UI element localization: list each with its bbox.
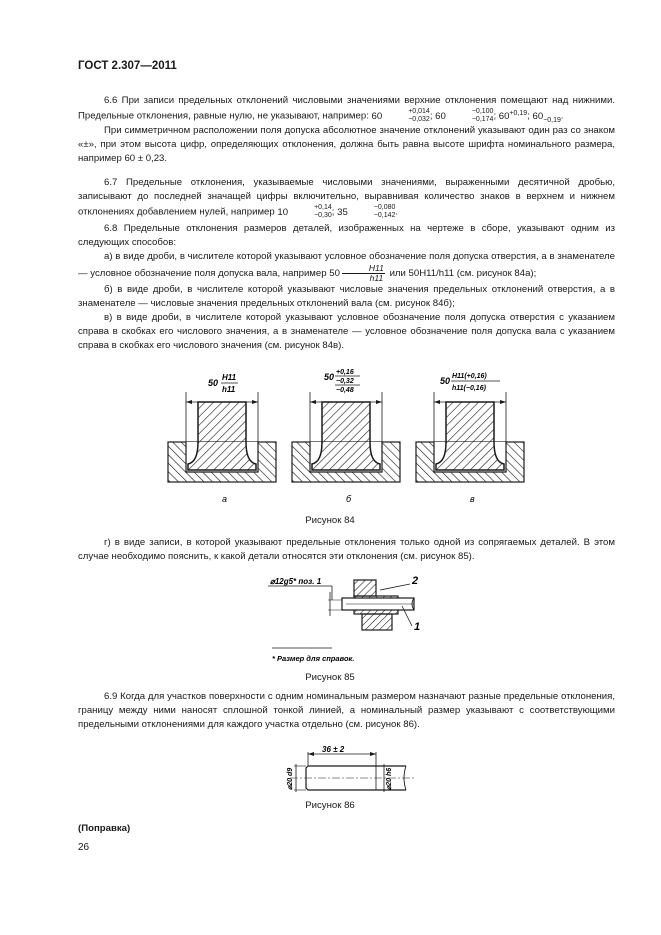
- fig84-drawing-a: [168, 373, 276, 504]
- fig84-drawing-b: [292, 369, 400, 504]
- fig85-label-1: 1: [414, 621, 421, 633]
- figure-84: [160, 362, 530, 512]
- figure-85: [262, 570, 442, 670]
- p69-text: 6.9 Когда для участков поверхности с одним номинальным размером назначают разные предельные отклонения, границу между ними наносят сплошной тонкой линией, а номинальный размер указывают с соответствующими предельными отклонениями для каждого участка отдельно (см. рисунок 86).: [78, 691, 615, 730]
- p68-c-text: в) в виде дроби, в числителе которой указывают условное обозначение поля допуска отверстия с указанием справа в скобках его числового значения, а в знаменателе — условное обозначение поля допуска вала с указанием справа в скобках его числового значения (см. рисунок 84в).: [78, 312, 615, 351]
- p67-example-1: 10 +0,14 −0,30: [277, 204, 332, 219]
- p67-text: 6.7 Предельные отклонения, указываемые числовыми значениями, выраженными десятичной дробью, записывают до последней значащей цифры включительно, выравнивая количество знаков в верхнем и нижнем отклонениях добавлением нулей, например: [78, 177, 615, 218]
- fig84-c-num: H11(+0,16): [452, 373, 487, 380]
- paragraph-6-9: [78, 690, 615, 732]
- figure-86: [270, 742, 420, 808]
- fig84-c-den: h11(−0,16): [452, 385, 486, 392]
- fig84-a-num: H11: [222, 373, 237, 382]
- fig84-sub-a: а: [222, 494, 228, 504]
- fig84-b-label: 50: [324, 372, 335, 382]
- amendment-note: (Поправка): [78, 823, 131, 834]
- p66-example-3: $60^{+0,19}$: [498, 109, 528, 122]
- document-header: ГОСТ 2.307—2011: [78, 60, 177, 72]
- p66-example-4: $60_{-0,19}$: [532, 110, 561, 124]
- fig86-right-dim: ⌀20 h6: [386, 767, 393, 790]
- paragraph-6-8: [78, 222, 615, 353]
- paragraph-6-7: 6.7 Предельные отклонения, указываемые числовыми значениями, выраженными десятичной дробью, записывают до последней значащей цифры включительно, выравнивая количество знаков в верхнем и нижнем отклонениях добавлением нулей, например 10 +0,14 −0,30 ; 35 −0,080 −0,142 .: [78, 177, 615, 219]
- page-number: 26: [78, 842, 90, 853]
- p66-example-2: 60 −0,100 −0,174: [435, 108, 494, 123]
- fig86-left-dim: ⌀20 d9: [287, 767, 294, 790]
- p66-text: 6.6 При записи предельных отклонений числовыми значениями верхние отклонения помещают над нижними. Предельные отклонения, равные нулю, не указывают, например:: [78, 95, 615, 122]
- paragraph-g: [78, 536, 615, 564]
- fig84-caption: Рисунок 84: [305, 515, 355, 526]
- fig84-a-label: 50: [208, 378, 219, 388]
- p67-example-2: 35 −0,080 −0,142: [337, 204, 396, 219]
- p66-symmetric-text: При симметричном расположении поля допуска абсолютное значение отклонений указывают один раз со знаком «±», при этом высота цифр, определяющих отклонения, должна быть равна высоте шрифта номинального размера, например 60 ± 0,23.: [78, 125, 615, 164]
- fig84-b-mid: −0,32: [336, 378, 354, 385]
- fig84-b-top: +0,16: [336, 369, 354, 376]
- fig84-b-bot: −0,48: [336, 387, 354, 394]
- fig84-a-den: h11: [222, 385, 236, 394]
- fig86-length-dim: 36 ± 2: [322, 745, 345, 754]
- p66-example-1: 60 +0,014 −0,032: [371, 108, 430, 123]
- p68-a-or: или 50H11/h11 (см. рисунок 84а);: [389, 268, 537, 280]
- fig86-caption: Рисунок 86: [305, 800, 355, 811]
- fig85-dim-label: ⌀12g5* поз. 1: [270, 577, 322, 586]
- p68-a-example: 50 $\frac{H11}{h11}$: [329, 263, 384, 283]
- fig85-note: * Размер для справок.: [272, 654, 355, 663]
- fig85-label-2: 2: [412, 575, 419, 587]
- p68-intro: 6.8 Предельные отклонения размеров деталей, изображенных на чертеже в сборе, указывают одним из следующих способов:: [78, 223, 615, 248]
- fig84-c-label: 50: [440, 376, 451, 386]
- p68-a-text: а) в виде дроби, в числителе которой указывают условное обозначение поля допуска отверстия, а в знаменателе — условное обозначение поля допуска вала, например: [78, 251, 615, 280]
- fig84-sub-c: в: [470, 494, 475, 504]
- fig84-drawing-c: [416, 373, 524, 504]
- paragraph-6-6: 6.6 При записи предельных отклонений числовыми значениями верхние отклонения помещают над нижними. Предельные отклонения, равные нулю, не указывают, например: 60 +0,014 −0,032 ; 60 −0,100 −0,174 ; $60^{+0,19}$; $60_{-0,19}$. При симметричном расположении поля допуска абсолютное значение отклонений указывают один раз со знаком «±», при этом высота цифр, определяющих отклонения, должна быть равна высоте шрифта номинального размера, например 60 ± 0,23.: [78, 95, 615, 164]
- pg-text: г) в виде записи, в которой указывают предельные отклонения только одной из сопрягаемых деталей. В этом случае необходимо пояснить, к какой детали относятся эти отклонения (см. рисунок 85).: [78, 537, 615, 562]
- fig85-caption: Рисунок 85: [305, 672, 355, 683]
- p68-b-text: б) в виде дроби, в числителе которой указывают числовые значения предельных отклонений отверстия, а в знаменателе — числовые значения предельных отклонений вала (см. рисунок 84б);: [78, 284, 615, 309]
- fig84-sub-b: б: [346, 494, 352, 504]
